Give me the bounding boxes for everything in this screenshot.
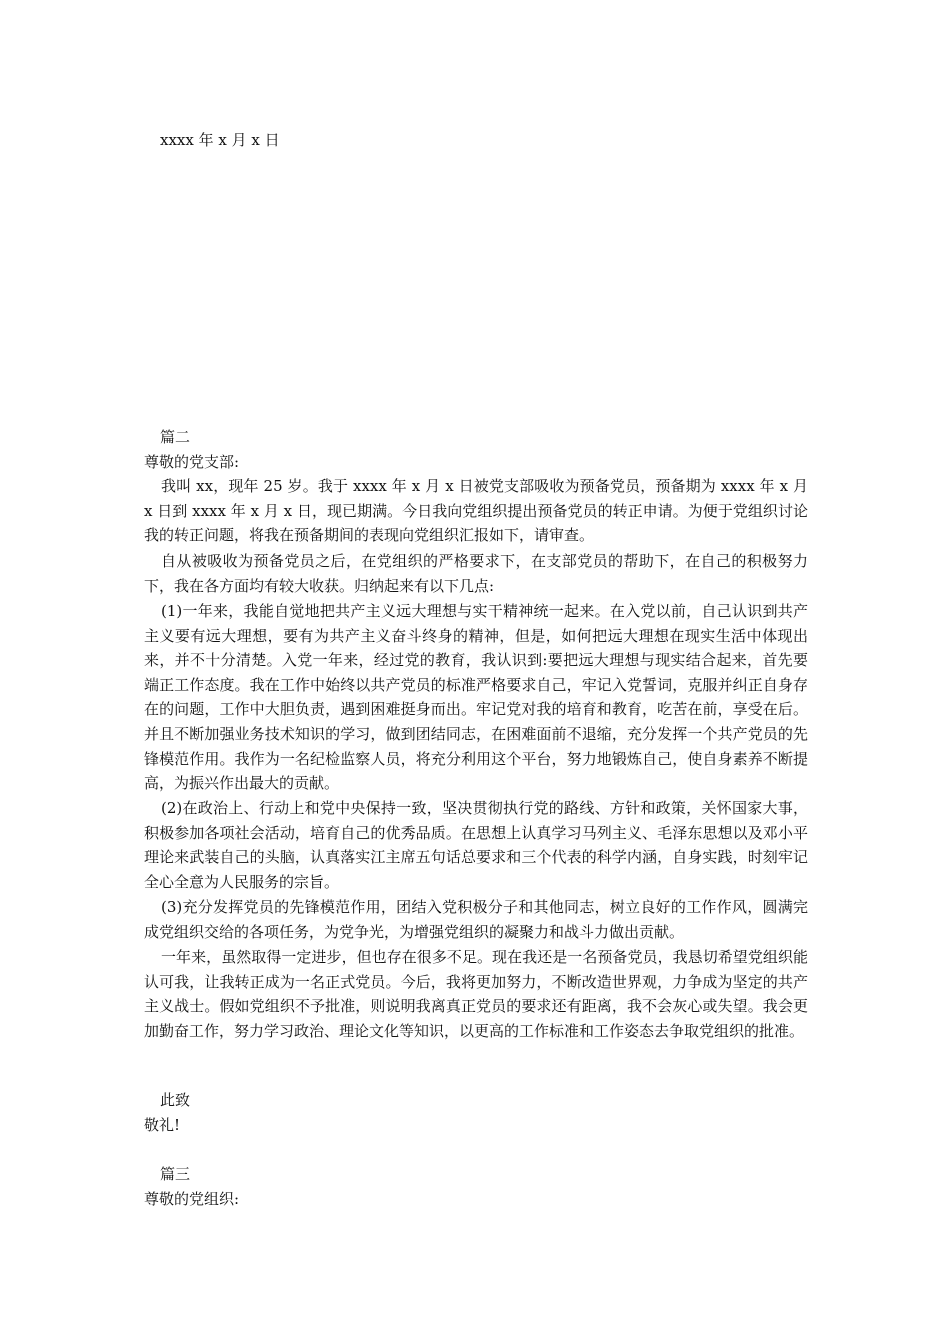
paragraph-intro: 我叫 xx，现年 25 岁。我于 xxxx 年 x 月 x 日被党支部吸收为预备党员，预备期为 xxxx 年 x 月 x 日到 xxxx 年 x 月 x 日，现已期满。今日我向党组织提出预备党员的转正申请。为便于党组织讨论我的转正问题，将我在预备期间的表现向党组织汇报如下，请审查。 xyxy=(144,477,808,545)
closing-line-2: 敬礼! xyxy=(144,1116,181,1134)
section-3-heading: 篇三 xyxy=(160,1165,191,1183)
section-2-salutation: 尊敬的党支部: xyxy=(144,453,240,471)
section-3-salutation: 尊敬的党组织: xyxy=(144,1190,240,1208)
paragraph-conclusion: 一年来，虽然取得一定进步，但也存在很多不足。现在我还是一名预备党员，我恳切希望党组织能认可我，让我转正成为一名正式党员。今后，我将更加努力，不断改造世界观，力争成为坚定的共产主义战士。假如党组织不予批准，则说明我离真正党员的要求还有距离，我不会灰心或失望。我会更加勤奋工作，努力学习政治、理论文化等知识，以更高的工作标准和工作姿态去争取党组织的批准。 xyxy=(144,948,808,1040)
closing-line-1: 此致 xyxy=(160,1091,191,1109)
paragraph-point-2: (2)在政治上、行动上和党中央保持一致，坚决贯彻执行党的路线、方针和政策，关怀国家大事，积极参加各项社会活动，培育自己的优秀品质。在思想上认真学习马列主义、毛泽东思想以及邓小平理论来武装自己的头脑，认真落实江主席五句话总要求和三个代表的科学内涵，自身实践，时刻牢记全心全意为人民服务的宗旨。 xyxy=(144,799,808,891)
date-line: xxxx 年 x 月 x 日 xyxy=(160,131,280,149)
paragraph-summary: 自从被吸收为预备党员之后，在党组织的严格要求下，在支部党员的帮助下，在自己的积极努力下，我在各方面均有较大收获。归纳起来有以下几点: xyxy=(144,552,808,595)
paragraph-point-3: (3)充分发挥党员的先锋模范作用，团结入党积极分子和其他同志，树立良好的工作作风，圆满完成党组织交给的各项任务，为党争光，为增强党组织的凝聚力和战斗力做出贡献。 xyxy=(144,898,808,941)
paragraph-point-1: (1)一年来，我能自觉地把共产主义远大理想与实干精神统一起来。在入党以前，自己认识到共产主义要有远大理想，要有为共产主义奋斗终身的精神，但是，如何把远大理想在现实生活中体现出来，并不十分清楚。入党一年来，经过党的教育，我认识到:要把远大理想与现实结合起来，首先要端正工作态度。我在工作中始终以共产党员的标准严格要求自己，牢记入党誓词，克服并纠正自身存在的问题，工作中大胆负责，遇到困难挺身而出。牢记党对我的培育和教育，吃苦在前，享受在后。并且不断加强业务技术知识的学习，做到团结同志，在困难面前不退缩，充分发挥一个共产党员的先锋模范作用。我作为一名纪检监察人员，将充分利用这个平台，努力地锻炼自己，使自身素养不断提高，为振兴作出最大的贡献。 xyxy=(144,602,808,793)
section-2-heading: 篇二 xyxy=(160,428,191,446)
